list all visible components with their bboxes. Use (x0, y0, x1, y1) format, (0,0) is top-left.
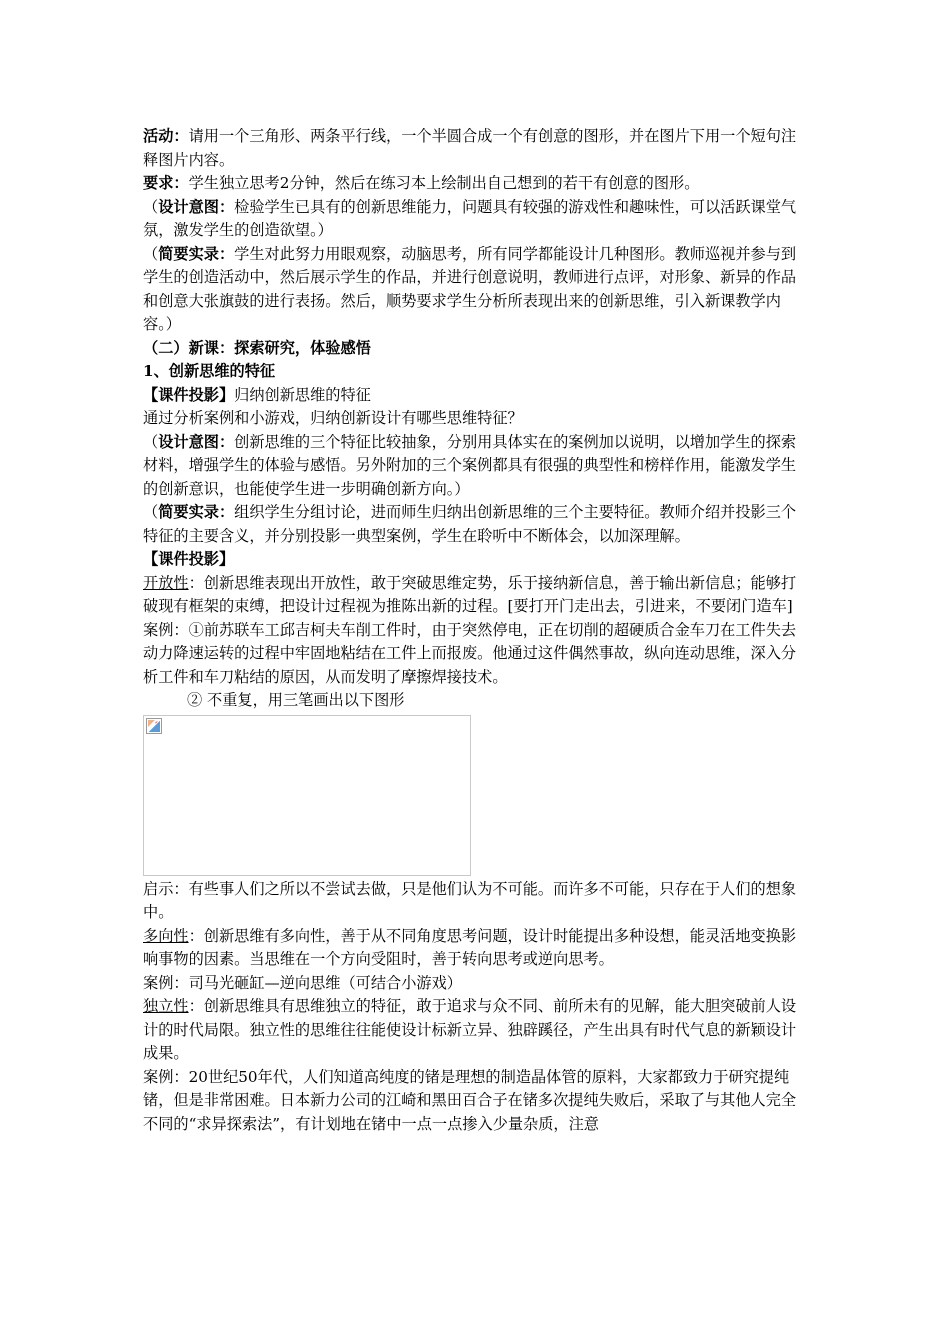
multidirection-text: ：创新思维有多向性，善于从不同角度思考问题，设计时能提出多种设想，能灵活地变换影响事物的因素。当思维在一个方向受阻时，善于转向思考或逆向思考。 (143, 926, 797, 968)
open-paren: （ (143, 432, 159, 451)
independence-paragraph (143, 995, 808, 1066)
design-intent-label: 设计意图： (158, 432, 235, 451)
openness-text: ：创新思维表现出开放性，敢于突破思维定势，乐于接纳新信息，善于输出新信息；能够打破现有框架的束缚，把设计过程视为推陈出新的过程。[要打开门走出去，引进来，不要闭门造车] (143, 573, 797, 615)
design-intent-label: 设计意图： (158, 197, 235, 216)
open-paren: （ (143, 197, 159, 216)
multidirection-term: 多向性 (143, 926, 189, 945)
activity-label: 活动： (143, 127, 189, 145)
independence-term: 独立性 (143, 997, 189, 1015)
broken-image-icon (146, 718, 162, 734)
case-paragraph-1: 案例：①前苏联车工邱吉柯夫车削工件时，由于突然停电，正在切削的超硬质合金车刀在工件失去动力降速运转的过程中牢固地粘结在工件上而报废。他通过这件偶然事故，纵向连动思维，深入分析工件和车刀粘结的原因，从而发明了摩擦焊接技术。 (143, 620, 797, 686)
case-paragraph-3: 案例：司马光砸缸—逆向思维（可结合小游戏） (143, 973, 462, 992)
section-heading: （二）新课：探索研究，体验感悟 (143, 338, 371, 357)
subsection-heading: 1、创新思维的特征 (143, 362, 276, 380)
projection-label: 【课件投影】 (143, 385, 235, 404)
projection-paragraph (143, 384, 808, 408)
figure-image-placeholder (143, 715, 471, 876)
record-text: 组织学生分组讨论，进而师生归纳出创新思维的三个主要特征。教师介绍并投影三个特征的主要含义，并分别投影一典型案例，学生在聆听中不断体会，以加深理解。 (143, 503, 797, 545)
open-paren: （ (143, 244, 159, 263)
independence-text: ：创新思维具有思维独立的特征，敢于追求与众不同、前所未有的见解，能大胆突破前人设计的时代局限。独立性的思维往往能使设计标新立异、独辟蹊径，产生出具有时代气息的新颖设计成果。 (143, 997, 797, 1062)
case-paragraph-4: 案例：20世纪50年代，人们知道高纯度的锗是理想的制造晶体管的原料，大家都致力于研究提纯锗，但是非常困难。日本新力公司的江崎和黑田百合子在锗多次提纯失败后，采取了与其他人完全不同的“求异探索法”，有计划地在锗中一点一点掺入少量杂质，注意 (143, 1067, 797, 1133)
document-body (143, 125, 808, 1136)
design-intent-text: 检验学生已具有的创新思维能力，问题具有较强的游戏性和趣味性，可以活跃课堂气氛，激发学生的创造欲望。） (143, 197, 797, 239)
activity-paragraph (143, 125, 808, 172)
requirement-paragraph (143, 172, 808, 196)
record-text: 学生对此努力用眼观察，动脑思考，所有同学都能设计几种图形。教师巡视并参与到学生的创造活动中，然后展示学生的作品，并进行创意说明，教师进行点评，对形象、新异的作品和创意大张旗鼓的进行表扬。然后，顺势要求学生分析所表现出来的创新思维，引入新课教学内容。） (143, 244, 797, 333)
openness-paragraph (143, 572, 808, 619)
projection-text: 归纳创新思维的特征 (234, 385, 371, 404)
question-paragraph: 通过分析案例和小游戏，归纳创新设计有哪些思维特征？ (143, 409, 523, 427)
design-intent-paragraph-2 (143, 431, 808, 502)
design-intent-paragraph-1 (143, 196, 808, 243)
design-intent-text: 创新思维的三个特征比较抽象，分别用具体实在的案例加以说明，以增加学生的探索材料，增强学生的体验与感悟。另外附加的三个案例都具有很强的典型性和榜样作用，能激发学生的创新意识，也能使学生进一步明确创新方向。） (143, 432, 797, 498)
insight-paragraph: 启示：有些事人们之所以不尝试去做，只是他们认为不可能。而许多不可能，只存在于人们的想象中。 (143, 879, 797, 921)
requirement-label: 要求： (143, 174, 189, 192)
record-label: 简要实录： (158, 503, 235, 521)
projection-heading: 【课件投影】 (143, 550, 235, 568)
record-paragraph-2 (143, 501, 808, 548)
record-paragraph-1 (143, 243, 808, 337)
open-paren: （ (143, 503, 159, 521)
case-paragraph-2: ② 不重复，用三笔画出以下图形 (187, 691, 405, 709)
activity-text: 请用一个三角形、两条平行线，一个半圆合成一个有创意的图形，并在图片下用一个短句注释图片内容。 (143, 127, 797, 169)
requirement-text: 学生独立思考2分钟，然后在练习本上绘制出自己想到的若干有创意的图形。 (188, 174, 700, 192)
record-label: 简要实录： (158, 244, 235, 263)
multidirection-paragraph (143, 925, 808, 972)
openness-term: 开放性 (143, 573, 189, 592)
